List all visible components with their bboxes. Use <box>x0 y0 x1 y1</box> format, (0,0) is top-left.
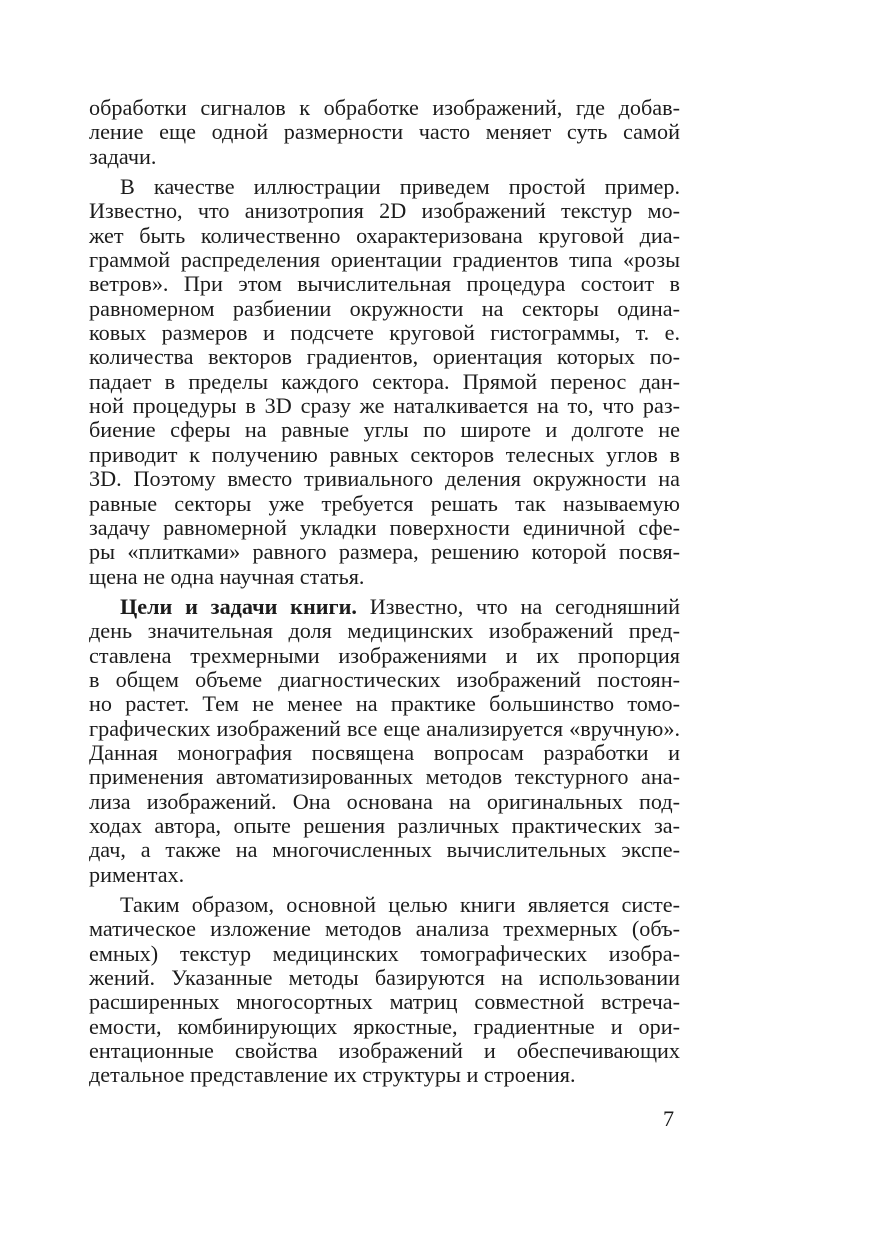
text-line: ставлена трехмерными изображениями и их пропорция <box>89 642 680 668</box>
text-line: ной процедуры в 3D сразу же наталкивается на то, что раз- <box>89 393 680 419</box>
text-line <box>89 595 680 619</box>
page-number: 7 <box>663 1106 675 1131</box>
heading-line-rest: Известно, что на сегодняшний <box>356 593 680 619</box>
text-line: расширенных многосортных матриц совместной встреча- <box>89 989 680 1015</box>
text-line: применения автоматизированных методов текстурного ана- <box>89 764 680 790</box>
text-line: В качестве иллюстрации приведем простой пример. <box>120 174 680 200</box>
text-line: Известно, что анизотропия 2D изображений текстур мо- <box>89 198 680 224</box>
paragraph-2 <box>89 175 680 589</box>
text-line: задачу равномерной укладки поверхности единичной сфе- <box>89 514 680 540</box>
text-line: Таким образом, основной целью книги является систе- <box>120 892 680 917</box>
text-line: ентационные свойства изображений и обеспечивающих <box>89 1038 680 1064</box>
text-line: ковых размеров и подсчете круговой гистограммы, т. е. <box>89 320 680 346</box>
text-line: количества векторов градиентов, ориентация которых по- <box>89 344 680 370</box>
paragraph-1 <box>89 96 680 169</box>
text-line: риментах. <box>89 861 185 887</box>
text-line: Данная монография посвящена вопросам разработки и <box>89 739 680 765</box>
text-line: обработки сигналов к обработке изображений, где добав- <box>89 95 680 120</box>
text-line: но растет. Тем не менее на практике большинство томо- <box>89 691 680 717</box>
text-line: биение сферы на равные углы по широте и долготе не <box>89 417 680 443</box>
text-line: падает в пределы каждого сектора. Прямой перенос дан- <box>89 368 680 394</box>
text-line: жет быть количественно охарактеризована круговой диа- <box>89 222 680 248</box>
text-line: в общем объеме диагностических изображений постоян- <box>89 666 680 692</box>
text-line: матическое изложение методов анализа трехмерных (объ- <box>89 916 680 942</box>
text-line: ры «плитками» равного размера, решению которой посвя- <box>89 539 680 565</box>
page-body <box>89 96 680 1088</box>
text-line: граммой распределения ориентации градиентов типа «розы <box>89 247 680 273</box>
text-line: ветров». При этом вычислительная процедура состоит в <box>89 271 680 297</box>
text-line: ление еще одной размерности часто меняет суть самой <box>89 119 680 145</box>
text-line: щена не одна научная статья. <box>89 563 365 589</box>
text-line: детальное представление их структуры и строения. <box>89 1062 576 1088</box>
text-line: равномерном разбиении окружности на секторы одина- <box>89 295 680 321</box>
text-line: приводит к получению равных секторов телесных углов в <box>89 441 680 467</box>
text-line: дач, а также на многочисленных вычислительных экспе- <box>89 837 680 863</box>
text-line: графических изображений все еще анализируется «вручную». <box>89 715 680 741</box>
text-line: жений. Указанные методы базируются на использовании <box>89 965 680 991</box>
text-line: равные секторы уже требуется решать так называемую <box>89 490 680 516</box>
text-line: емных) текстур медицинских томографических изобра- <box>89 940 680 966</box>
paragraph-4 <box>89 893 680 1088</box>
text-line: день значительная доля медицинских изображений пред- <box>89 618 680 644</box>
text-line: лиза изображений. Она основана на оригинальных под- <box>89 788 680 814</box>
section-heading: Цели и задачи книги. <box>120 593 357 619</box>
text-line: емости, комбинирующих яркостные, градиентные и ори- <box>89 1013 680 1039</box>
text-line: задачи. <box>89 143 157 169</box>
text-line: 3D. Поэтому вместо тривиального деления окружности на <box>89 466 680 492</box>
text-line: ходах автора, опыте решения различных практических за- <box>89 812 680 838</box>
paragraph-3 <box>89 595 680 887</box>
